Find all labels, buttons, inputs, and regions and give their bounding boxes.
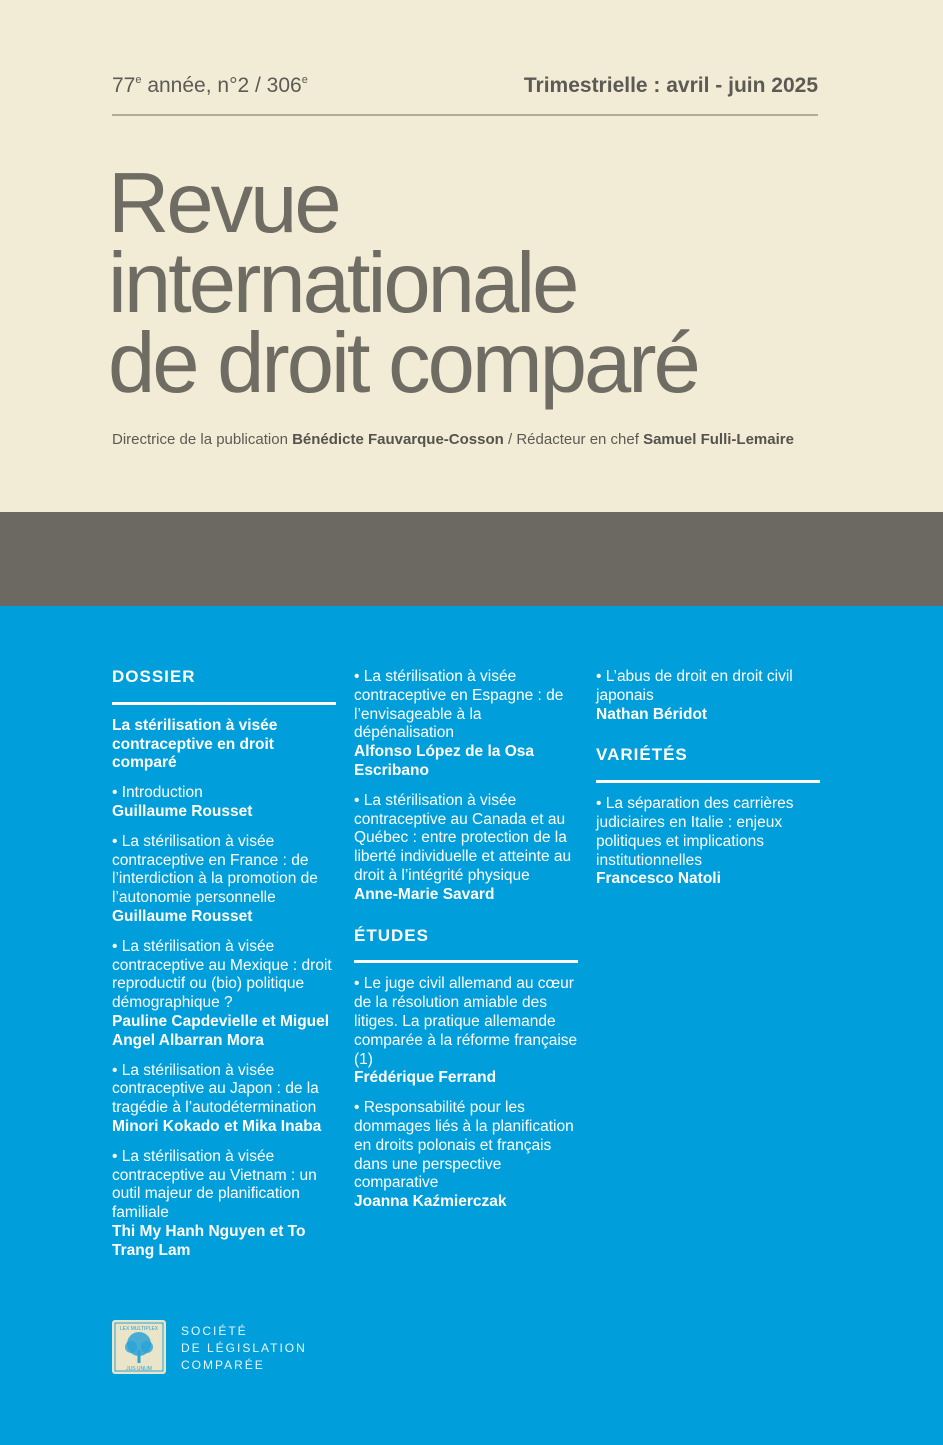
toc-entry — [596, 668, 822, 724]
entry-title: • La stérilisation à visée contraceptive en Espagne : de l’envisageable à la dépénalisation — [354, 668, 564, 742]
issue-number: 77e année, n°2 / 306e — [112, 74, 308, 97]
entry-title: • La stérilisation à visée contraceptive au Mexique : droit reproductif ou (bio) politique démographique ? — [112, 937, 332, 1012]
toc-entry — [112, 1062, 338, 1137]
entry-author: Francesco Natoli — [596, 870, 721, 888]
publication-period: Trimestrielle : avril - juin 2025 — [523, 74, 818, 97]
editorial-credits: Directrice de la publication Bénédicte Fauvarque-Cosson / Rédacteur en chef Samuel Fulli-Lemaire — [112, 431, 794, 448]
section-heading-varietes: VARIÉTÉS — [596, 745, 688, 765]
entry-author: Guillaume Rousset — [112, 907, 253, 925]
toc-entry — [112, 784, 338, 822]
toc-entry — [354, 792, 580, 905]
entry-title: • La stérilisation à visée contraceptive en France : de l’interdiction à la promotion de l’autonomie personnelle — [112, 832, 318, 907]
toc-entry — [112, 938, 338, 1051]
entry-author: Nathan Béridot — [596, 705, 708, 723]
journal-title — [108, 156, 698, 411]
contents-column-1 — [112, 668, 338, 1272]
logo-top-text: LEX MULTIPLEX — [119, 1326, 159, 1332]
title-line-2: internationale — [108, 236, 577, 331]
toc-entry — [354, 1099, 580, 1212]
toc-entry — [596, 795, 822, 889]
cover-grey-band — [0, 512, 943, 606]
toc-entry — [354, 975, 580, 1088]
toc-entry — [354, 668, 580, 781]
contents-column-2 — [354, 668, 580, 1223]
title-line-3: de droit comparé — [108, 316, 698, 411]
entry-author: Minori Kokado et Mika Inaba — [112, 1117, 322, 1135]
logo-bottom-text: JUS UNUM — [126, 1366, 152, 1372]
tree-logo-icon — [112, 1320, 166, 1374]
entry-author: Guillaume Rousset — [112, 802, 253, 820]
entry-title: • Introduction — [112, 784, 203, 802]
entry-title: • La séparation des carrières judiciaires en Italie : enjeux politiques et implications institutionnelles — [596, 795, 794, 869]
toc-entry — [112, 833, 338, 927]
title-line-1: Revue — [108, 156, 339, 251]
entry-title: • Responsabilité pour les dommages liés à la planification en droits polonais et français dans une perspective comparative — [354, 1099, 574, 1192]
entry-author: Thi My Hanh Nguyen et To Trang Lam — [112, 1222, 306, 1259]
entry-author: Anne-Marie Savard — [354, 885, 495, 903]
entry-title: • La stérilisation à visée contraceptive au Canada et au Québec : entre protection de la liberté individuelle et atteinte au droit à l’intégrité physique — [354, 791, 572, 884]
section-heading-dossier: DOSSIER — [112, 667, 196, 686]
entry-author: Alfonso López de la Osa Escribano — [354, 743, 534, 779]
entry-author: Joanna Kaźmierczak — [354, 1193, 507, 1211]
dossier-theme: La stérilisation à visée contraceptive en droit comparé — [112, 716, 278, 772]
publisher-name: SOCIÉTÉ DE LÉGISLATION COMPARÉE — [181, 1324, 307, 1372]
toc-entry — [112, 1148, 338, 1261]
entry-author: Frédérique Ferrand — [354, 1069, 497, 1087]
section-divider — [596, 780, 820, 783]
entry-author: Pauline Capdevielle et Miguel Angel Albarran Mora — [112, 1012, 330, 1049]
header-divider — [112, 114, 818, 116]
entry-title: • La stérilisation à visée contraceptive au Vietnam : un outil majeur de planification familiale — [112, 1147, 317, 1222]
entry-title: • Le juge civil allemand au cœur de la résolution amiable des litiges. La pratique allemande comparée à la réforme française (1) — [354, 975, 578, 1068]
entry-title: • L’abus de droit en droit civil japonais — [596, 668, 793, 704]
section-divider — [354, 960, 578, 963]
director-name: Bénédicte Fauvarque-Cosson — [292, 431, 504, 448]
entry-title: • La stérilisation à visée contraceptive au Japon : de la tragédie à l’autodétermination — [112, 1061, 319, 1117]
editor-name: Samuel Fulli-Lemaire — [643, 431, 794, 448]
section-divider — [112, 702, 336, 705]
section-heading-etudes: ÉTUDES — [354, 925, 429, 945]
contents-column-3 — [596, 668, 822, 900]
